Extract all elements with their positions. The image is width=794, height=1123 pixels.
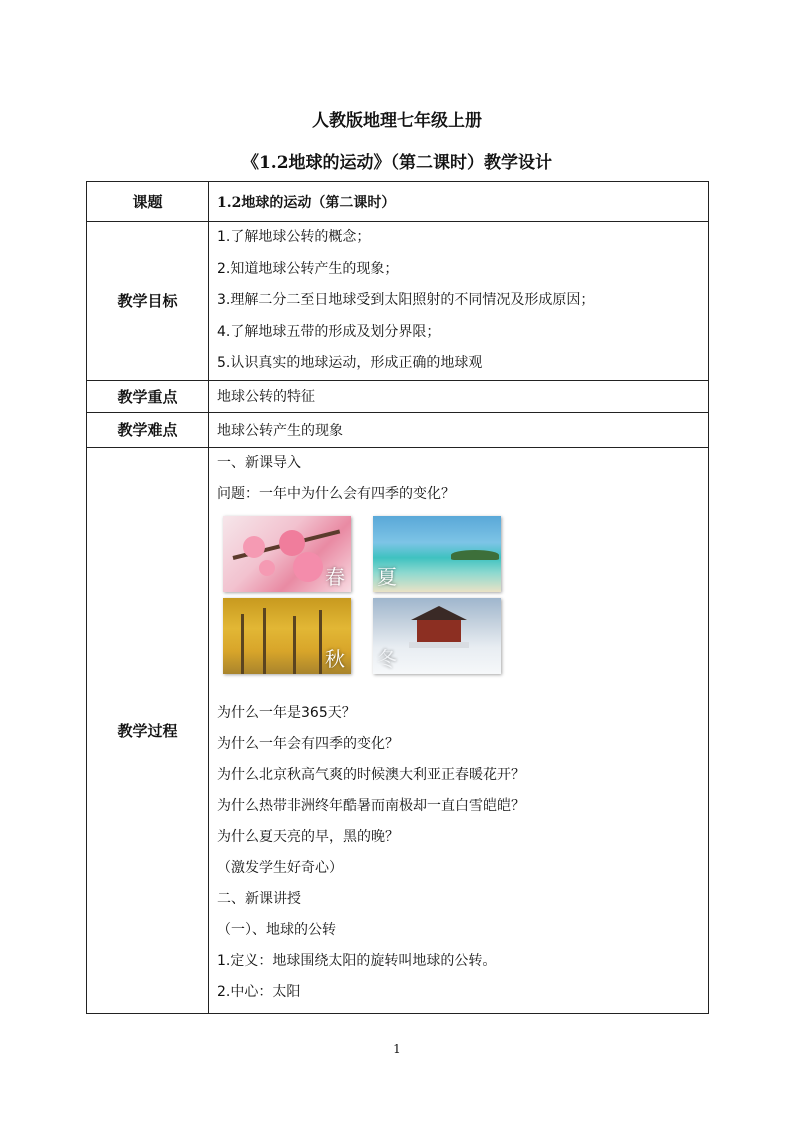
objective-item: 1.了解地球公转的概念； <box>217 229 371 245</box>
process-line: 1.定义：地球围绕太阳的旋转叫地球的公转。 <box>217 952 497 969</box>
winter-photo <box>373 598 501 674</box>
key-point-value: 地球公转的特征 <box>209 380 709 412</box>
season-label-summer: 夏 <box>377 564 397 589</box>
lesson-plan-table <box>86 181 709 1014</box>
table-row-topic <box>87 182 709 222</box>
table-row-process <box>87 447 709 1013</box>
table-row-objectives <box>87 222 709 381</box>
seasons-photo-grid <box>221 516 708 694</box>
season-label-winter: 冬 <box>377 646 397 671</box>
process-line: 为什么北京秋高气爽的时候澳大利亚正春暖花开？ <box>217 766 525 783</box>
process-line: 为什么一年是365天？ <box>217 704 356 721</box>
topic-cell <box>209 182 709 222</box>
process-line: 2.中心：太阳 <box>217 983 301 1000</box>
difficulty-label: 教学难点 <box>87 412 209 447</box>
process-heading: 一、新课导入 <box>217 454 301 471</box>
table-row-key-point <box>87 380 709 412</box>
process-question: 问题：一年中为什么会有四季的变化？ <box>217 485 455 502</box>
spring-photo <box>223 516 351 592</box>
process-label: 教学过程 <box>87 447 209 1013</box>
process-line: 二、新课讲授 <box>217 890 301 907</box>
process-line: （一）、地球的公转 <box>217 921 336 938</box>
objective-item: 4.了解地球五带的形成及划分界限； <box>217 323 441 340</box>
objective-item: 2.知道地球公转产生的现象； <box>217 260 399 277</box>
topic-value: 1.2地球的运动（第二课时） <box>217 194 396 211</box>
season-label-autumn: 秋 <box>325 646 345 671</box>
table-row-difficulty <box>87 412 709 447</box>
key-point-label: 教学重点 <box>87 380 209 412</box>
season-label-spring: 春 <box>325 564 345 589</box>
topic-label: 课题 <box>87 182 209 222</box>
difficulty-value: 地球公转产生的现象 <box>209 412 709 447</box>
summer-photo <box>373 516 501 592</box>
objectives-cell <box>209 222 709 381</box>
document-subtitle: 《1.2地球的运动》（第二课时）教学设计 <box>241 153 553 173</box>
process-line: 为什么热带非洲终年酷暑而南极却一直白雪皑皑？ <box>217 797 525 814</box>
objective-item: 5.认识真实的地球运动，形成正确的地球观 <box>217 355 483 371</box>
objectives-label: 教学目标 <box>87 222 209 381</box>
objective-item: 3.理解二分二至日地球受到太阳照射的不同情况及形成原因； <box>217 292 595 308</box>
autumn-photo <box>223 598 351 674</box>
page-number: 1 <box>393 1042 401 1056</box>
document-title: 人教版地理七年级上册 <box>312 111 482 131</box>
process-cell <box>209 447 709 1013</box>
process-line: （激发学生好奇心） <box>217 859 343 876</box>
process-line: 为什么一年会有四季的变化？ <box>217 735 399 752</box>
process-line: 为什么夏天亮的早，黑的晚？ <box>217 828 399 845</box>
